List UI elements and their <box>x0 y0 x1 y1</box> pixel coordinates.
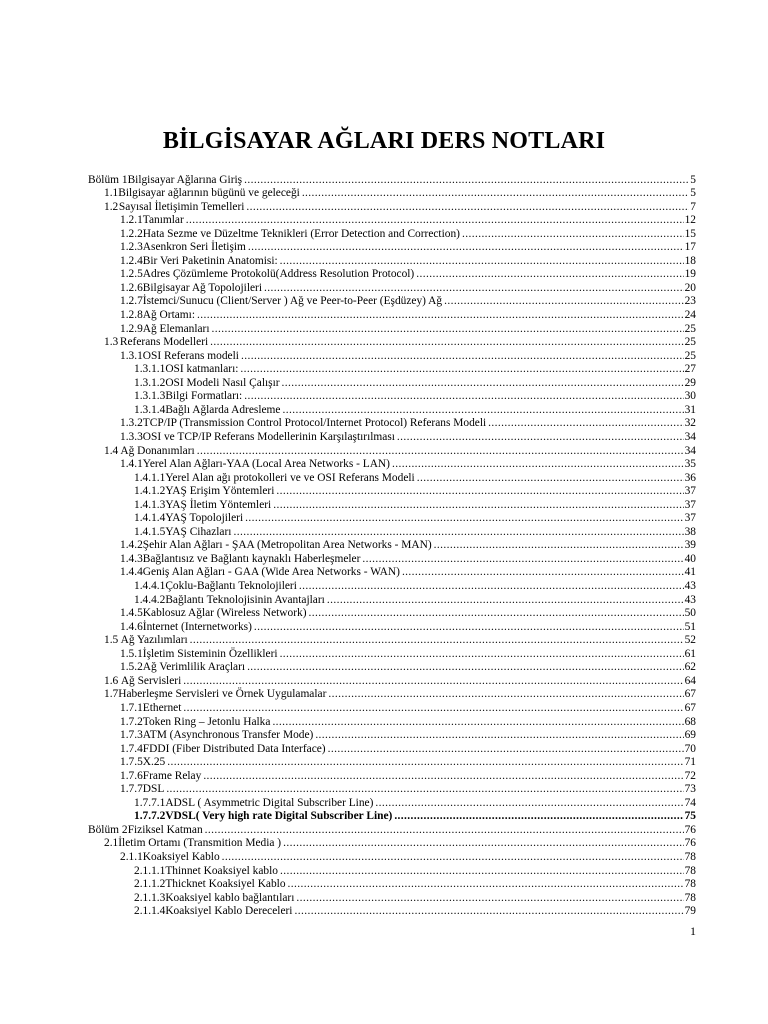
toc-entry-page: 38 <box>684 525 696 538</box>
toc-leader-dots <box>328 688 683 701</box>
toc-entry-page: 32 <box>684 417 696 430</box>
toc-entry-page: 18 <box>684 254 696 267</box>
toc-entry[interactable] <box>104 674 696 688</box>
toc-entry-label: Şehir Alan Ağları - ŞAA (Metropolitan Area Networks - MAN) <box>142 539 432 552</box>
toc-entry-number: 1.7.4 <box>120 742 143 755</box>
toc-entry-label: Bağlı Ağlarda Adresleme <box>165 403 281 416</box>
toc-entry-number: 2.1.1.1 <box>134 864 166 877</box>
toc-entry-number: 1.2.9 <box>120 322 143 335</box>
toc-entry[interactable] <box>120 227 696 241</box>
toc-entry-page: 19 <box>684 268 696 281</box>
toc-entry[interactable] <box>134 512 696 526</box>
toc-entry[interactable] <box>120 566 696 580</box>
toc-leader-dots <box>392 458 684 471</box>
toc-entry-page: 30 <box>684 390 696 403</box>
toc-leader-dots <box>244 390 683 403</box>
toc-entry-page: 17 <box>684 241 696 254</box>
toc-entry-number: 1.4.1 <box>120 458 143 471</box>
toc-leader-dots <box>241 350 684 363</box>
toc-entry-page: 76 <box>684 837 696 850</box>
toc-entry-number: 1.2.5 <box>120 268 143 281</box>
toc-entry-page: 37 <box>684 485 696 498</box>
toc-entry[interactable] <box>120 661 696 675</box>
toc-entry-number: 1.2.7 <box>120 295 143 308</box>
toc-entry-page: 67 <box>684 701 696 714</box>
document-title: BİLGİSAYAR AĞLARI DERS NOTLARI <box>162 128 606 154</box>
toc-entry-page: 72 <box>684 769 696 782</box>
toc-entry[interactable] <box>134 810 696 824</box>
toc-entry-number: 1.3 <box>104 336 119 349</box>
toc-entry-page: 62 <box>684 661 696 674</box>
toc-entry-number: 1.7.5 <box>120 756 143 769</box>
toc-entry-number: 1.3.1 <box>120 349 143 362</box>
toc-entry-number: 1.4.4.1 <box>134 580 166 592</box>
toc-entry-page: 36 <box>684 471 696 484</box>
toc-entry-label: Yerel Alan ağı protokolleri ve ve OSI Referans Modeli <box>165 471 415 484</box>
toc-entry-number: 1.3.1.1 <box>134 363 166 376</box>
toc-entry[interactable] <box>134 485 696 499</box>
toc-entry[interactable] <box>134 363 696 377</box>
toc-entry[interactable] <box>120 647 696 661</box>
toc-entry-number: 1.1 <box>104 187 119 200</box>
toc-entry-label: İşletim Sisteminin Özellikleri <box>142 647 278 660</box>
toc-entry-number: 1.2.6 <box>120 281 143 294</box>
toc-leader-dots <box>294 905 683 918</box>
toc-entry-page: 43 <box>684 593 696 606</box>
toc-entry-number: 1.3.1.4 <box>134 403 166 416</box>
toc-entry-number: 1.3.3 <box>120 430 143 443</box>
toc-leader-dots <box>264 282 684 295</box>
toc-entry-number: Bölüm 2 <box>88 823 128 836</box>
toc-entry[interactable] <box>120 295 696 309</box>
toc-entry[interactable] <box>104 187 696 201</box>
toc-leader-dots <box>166 783 683 796</box>
toc-leader-dots <box>302 187 689 200</box>
toc-leader-dots <box>248 241 684 254</box>
toc-entry-number: 1.5.1 <box>120 647 143 660</box>
toc-entry-number: 1.2.1 <box>120 214 143 227</box>
toc-entry[interactable] <box>120 756 696 770</box>
toc-entry[interactable] <box>120 214 696 228</box>
toc-entry-number: 1.4.1.4 <box>134 512 166 525</box>
toc-entry[interactable] <box>134 376 696 390</box>
toc-entry-label: OSI katmanları: <box>165 363 239 376</box>
toc-entry-label: OSI ve TCP/IP Referans Modellerinin Karşılaştırılması <box>142 430 395 443</box>
toc-entry-label: YAŞ Erişim Yöntemleri <box>165 485 275 498</box>
toc-entry-page: 7 <box>690 200 696 213</box>
toc-entry-number: 1.7.7 <box>120 783 143 796</box>
toc-entry-number: 1.4.1.3 <box>134 498 166 511</box>
toc-leader-dots <box>276 485 683 498</box>
toc-leader-dots <box>205 824 684 837</box>
toc-entry[interactable] <box>104 200 696 214</box>
toc-entry[interactable] <box>120 417 696 431</box>
toc-entry[interactable] <box>120 701 696 715</box>
toc-entry[interactable] <box>120 309 696 323</box>
toc-entry-label: Ağ Servisleri <box>120 674 182 687</box>
toc-entry-label: Sayısal İletişimin Temelleri <box>118 200 245 213</box>
toc-entry-page: 31 <box>684 403 696 416</box>
toc-entry-page: 67 <box>684 688 696 701</box>
toc-leader-dots <box>375 797 683 810</box>
toc-entry-page: 25 <box>684 336 696 349</box>
toc-entry[interactable] <box>120 851 696 865</box>
toc-entry-label: Ağ Donanımları <box>120 444 195 457</box>
toc-entry[interactable] <box>120 742 696 756</box>
toc-entry-number: 1.5.2 <box>120 661 143 674</box>
toc-entry[interactable] <box>134 878 696 892</box>
toc-entry-number: 1.2.3 <box>120 241 143 254</box>
toc-entry-label: ATM (Asynchronous Transfer Mode) <box>142 729 314 742</box>
toc-entry[interactable] <box>120 254 696 268</box>
toc-entry[interactable] <box>120 607 696 621</box>
toc-entry[interactable] <box>134 593 696 607</box>
toc-leader-dots <box>210 336 683 349</box>
toc-entry[interactable] <box>120 783 696 797</box>
toc-entry-page: 20 <box>684 281 696 294</box>
toc-entry-label: Frame Relay <box>142 769 202 782</box>
toc-entry[interactable] <box>120 552 696 566</box>
toc-leader-dots <box>434 539 684 552</box>
toc-entry-page: 37 <box>684 512 696 525</box>
toc-entry-page: 27 <box>684 363 696 376</box>
toc-entry-page: 5 <box>690 187 696 200</box>
toc-entry-number: 2.1.1.4 <box>134 905 166 918</box>
toc-entry-page: 23 <box>684 295 696 308</box>
toc-entry-label: Thicknet Koaksiyel Kablo <box>165 878 286 891</box>
toc-entry-label: VDSL( Very high rate Digital Subscriber Line) <box>165 810 393 823</box>
toc-entry-number: 1.4.2 <box>120 539 143 552</box>
toc-entry-page: 51 <box>684 620 696 633</box>
toc-entry-number: 1.4.1.1 <box>134 471 166 484</box>
toc-entry-number: Bölüm 1 <box>88 173 128 186</box>
toc-leader-dots <box>167 756 683 769</box>
toc-leader-dots <box>212 323 684 336</box>
page-number: 1 <box>690 924 696 938</box>
toc-entry[interactable] <box>104 444 696 458</box>
toc-entry-label: Geniş Alan Ağları - GAA (Wide Area Networks - WAN) <box>142 566 400 579</box>
toc-entry-label: Ağ Elemanları <box>142 322 210 335</box>
toc-entry[interactable] <box>120 281 696 295</box>
toc-leader-dots <box>222 851 684 864</box>
toc-leader-dots <box>282 377 684 390</box>
toc-entry-page: 75 <box>684 810 696 823</box>
toc-entry-page: 50 <box>684 607 696 620</box>
toc-entry-page: 15 <box>684 227 696 240</box>
toc-entry-number: 1.7.3 <box>120 729 143 742</box>
toc-entry[interactable] <box>120 539 696 553</box>
toc-entry-label: Koaksiyel Kablo <box>142 851 220 863</box>
toc-leader-dots <box>299 580 684 593</box>
toc-entry[interactable] <box>134 471 696 485</box>
toc-entry-number: 1.7.7.1 <box>134 796 166 809</box>
toc-entry-label: Referans Modelleri <box>119 336 209 349</box>
toc-entry[interactable] <box>120 729 696 743</box>
toc-entry-number: 1.2.2 <box>120 227 143 240</box>
toc-entry-label: Haberleşme Servisleri ve Örnek Uygulamalar <box>118 688 327 701</box>
toc-leader-dots <box>327 594 684 607</box>
toc-entry[interactable] <box>104 634 696 648</box>
toc-entry-number: 2.1.1 <box>120 851 143 863</box>
toc-entry[interactable] <box>134 390 696 404</box>
toc-leader-dots <box>186 214 684 227</box>
toc-entry-page: 61 <box>684 647 696 660</box>
toc-leader-dots <box>402 566 684 579</box>
toc-entry[interactable] <box>120 268 696 282</box>
toc-entry[interactable] <box>104 688 696 702</box>
toc-leader-dots <box>296 892 683 905</box>
toc-entry-label: Fiziksel Katman <box>127 823 203 836</box>
toc-leader-dots <box>197 445 684 458</box>
toc-entry-number: 2.1.1.2 <box>134 878 166 891</box>
toc-entry-page: 41 <box>684 566 696 579</box>
toc-entry-label: Koaksiyel Kablo Dereceleri <box>165 905 293 918</box>
toc-entry-page: 78 <box>684 864 696 877</box>
toc-entry-page: 34 <box>684 430 696 443</box>
toc-entry-label: OSI Modeli Nasıl Çalışır <box>165 376 280 389</box>
toc-entry-number: 1.6 <box>104 674 119 687</box>
toc-entry-label: YAŞ Cihazları <box>165 525 232 538</box>
toc-leader-dots <box>280 648 684 661</box>
toc-leader-dots <box>488 417 683 430</box>
toc-entry-page: 69 <box>684 729 696 742</box>
toc-entry[interactable] <box>134 580 696 594</box>
toc-entry[interactable] <box>104 837 696 851</box>
toc-entry-page: 73 <box>684 783 696 796</box>
toc-entry-page: 64 <box>684 674 696 687</box>
toc-leader-dots <box>272 716 683 729</box>
toc-entry[interactable] <box>120 458 696 472</box>
toc-entry-page: 25 <box>684 322 696 335</box>
toc-leader-dots <box>197 309 684 322</box>
toc-entry-number: 1.3.1.3 <box>134 390 166 403</box>
toc-entry-label: X.25 <box>142 756 166 769</box>
toc-leader-dots <box>397 431 684 444</box>
toc-entry-page: 78 <box>684 891 696 904</box>
toc-leader-dots <box>283 837 684 850</box>
toc-entry-page: 71 <box>684 756 696 769</box>
toc-entry-label: Bir Veri Paketinin Anatomisi: <box>142 254 278 267</box>
toc-leader-dots <box>247 661 684 674</box>
toc-entry[interactable] <box>134 796 696 810</box>
toc-entry-number: 1.2 <box>104 200 119 213</box>
toc-entry-number: 1.7.2 <box>120 715 143 728</box>
toc-entry-number: 1.3.1.2 <box>134 376 166 389</box>
toc-leader-dots <box>183 702 683 715</box>
toc-entry-label: Tanımlar <box>142 214 184 227</box>
toc-leader-dots <box>273 499 683 512</box>
toc-entry-label: Yerel Alan Ağları-YAA (Local Area Networks - LAN) <box>142 458 390 471</box>
toc-entry-label: YAŞ İletim Yöntemleri <box>165 498 272 511</box>
toc-entry-label: Bağlantısız ve Bağlantı kaynaklı Haberleşmeler <box>142 552 361 565</box>
toc-entry-number: 1.4.5 <box>120 607 143 620</box>
toc-entry-page: 68 <box>684 715 696 728</box>
toc-entry-label: Ağ Verimlilik Araçları <box>142 661 246 674</box>
toc-entry-label: Bilgisayar ağlarının bügünü ve geleceği <box>118 187 300 200</box>
toc-entry[interactable] <box>88 173 696 187</box>
toc-entry-label: Token Ring – Jetonlu Halka <box>142 715 271 728</box>
toc-entry-label: Asenkron Seri İletişim <box>142 241 246 254</box>
toc-entry-page: 78 <box>684 851 696 863</box>
toc-leader-dots <box>280 255 684 268</box>
toc-leader-dots <box>282 404 683 417</box>
toc-leader-dots <box>240 363 683 376</box>
toc-leader-dots <box>416 268 683 281</box>
toc-entry-label: Ağ Ortamı: <box>142 309 195 321</box>
toc-entry-label: YAŞ Topolojileri <box>165 512 244 525</box>
toc-entry-number: 1.4.4.2 <box>134 593 166 606</box>
toc-leader-dots <box>394 810 683 823</box>
toc-entry-label: Ağ Yazılımları <box>120 634 188 647</box>
toc-leader-dots <box>190 634 684 647</box>
toc-entry-label: DSL <box>142 783 165 796</box>
toc-entry-page: 12 <box>684 214 696 227</box>
toc-entry-page: 40 <box>684 552 696 565</box>
toc-leader-dots <box>288 878 684 891</box>
toc-entry-page: 78 <box>684 878 696 891</box>
toc-entry-label: İletim Ortamı (Transmition Media ) <box>118 837 282 850</box>
toc-leader-dots <box>462 228 684 241</box>
toc-leader-dots <box>328 743 684 756</box>
toc-entry-label: Thinnet Koaksiyel kablo <box>165 864 278 877</box>
toc-leader-dots <box>233 526 683 539</box>
toc-entry[interactable] <box>120 620 696 634</box>
toc-entry-page: 35 <box>684 458 696 471</box>
toc-entry-page: 74 <box>684 796 696 809</box>
toc-entry-label: Bilgi Formatları: <box>165 390 243 403</box>
toc-entry[interactable] <box>134 891 696 905</box>
toc-entry-label: Adres Çözümleme Protokolü(Address Resolution Protocol) <box>142 268 415 281</box>
toc-entry[interactable] <box>88 823 696 837</box>
toc-entry[interactable] <box>134 905 696 919</box>
toc-entry-label: Çoklu-Bağlantı Teknolojileri <box>165 580 297 592</box>
toc-entry-page: 29 <box>684 376 696 389</box>
toc-entry-page: 52 <box>684 634 696 647</box>
toc-entry-label: Kablosuz Ağlar (Wireless Network) <box>142 607 307 620</box>
toc-entry-label: Koaksiyel kablo bağlantıları <box>165 891 295 904</box>
toc-leader-dots <box>203 770 683 783</box>
toc-leader-dots <box>417 472 684 485</box>
toc-entry-page: 79 <box>684 905 696 918</box>
toc-leader-dots <box>309 607 684 620</box>
toc-entry-number: 1.4 <box>104 444 119 457</box>
toc-entry[interactable] <box>104 336 696 350</box>
toc-entry-number: 1.3.2 <box>120 417 143 430</box>
toc-entry[interactable] <box>134 403 696 417</box>
toc-leader-dots <box>183 675 683 688</box>
toc-entry-page: 70 <box>684 742 696 755</box>
toc-entry-page: 37 <box>684 498 696 511</box>
toc-entry[interactable] <box>134 498 696 512</box>
toc-entry-number: 1.4.1.5 <box>134 525 166 538</box>
toc-entry-page: 34 <box>684 444 696 457</box>
toc-entry[interactable] <box>120 715 696 729</box>
toc-entry[interactable] <box>120 322 696 336</box>
toc-entry-label: FDDI (Fiber Distributed Data Interface) <box>142 742 326 755</box>
toc-entry-label: ADSL ( Asymmetric Digital Subscriber Line) <box>165 796 374 809</box>
toc-entry-page: 25 <box>684 349 696 362</box>
toc-entry-page: 39 <box>684 539 696 552</box>
toc-leader-dots <box>444 295 684 308</box>
toc-entry-number: 1.5 <box>104 634 119 647</box>
toc-leader-dots <box>280 865 684 878</box>
toc-entry-label: Ethernet <box>142 701 182 714</box>
toc-entry-page: 24 <box>684 309 696 321</box>
toc-entry-number: 1.2.8 <box>120 309 143 321</box>
toc-entry-label: Bilgisayar Ağlarına Giriş <box>127 173 243 186</box>
toc-entry-number: 1.7 <box>104 688 119 701</box>
toc-entry[interactable] <box>120 241 696 255</box>
toc-entry-label: İstemci/Sunucu (Client/Server ) Ağ ve Peer-to-Peer (Eşdüzey) Ağ <box>142 295 443 308</box>
toc-entry[interactable] <box>120 769 696 783</box>
toc-entry-label: OSI Referans modeli <box>142 349 239 362</box>
toc-leader-dots <box>254 621 684 634</box>
toc-entry-page: 5 <box>690 173 696 186</box>
toc-entry-number: 2.1 <box>104 837 119 850</box>
toc-entry-number: 1.4.1.2 <box>134 485 166 498</box>
toc-entry-label: TCP/IP (Transmission Control Protocol/Internet Protocol) Referans Modeli <box>142 417 487 430</box>
toc-entry[interactable] <box>120 349 696 363</box>
toc-entry-number: 1.4.4 <box>120 566 143 579</box>
toc-entry-page: 43 <box>684 580 696 592</box>
toc-entry-number: 1.7.7.2 <box>134 810 166 823</box>
toc-entry[interactable] <box>134 864 696 878</box>
toc-entry-number: 1.7.1 <box>120 701 143 714</box>
toc-entry-label: Bilgisayar Ağ Topolojileri <box>142 281 262 294</box>
toc-leader-dots <box>315 729 683 742</box>
toc-leader-dots <box>246 201 689 214</box>
toc-leader-dots <box>245 512 684 525</box>
toc-entry-number: 2.1.1.3 <box>134 891 166 904</box>
toc-entry-page: 76 <box>684 823 696 836</box>
toc-entry-number: 1.4.3 <box>120 552 143 565</box>
toc-entry[interactable] <box>134 525 696 539</box>
toc-leader-dots <box>244 174 689 187</box>
toc-entry-label: Bağlantı Teknolojisinin Avantajları <box>165 593 325 606</box>
toc-entry[interactable] <box>120 430 696 444</box>
toc-entry-label: İnternet (Internetworks) <box>142 620 252 633</box>
toc-entry-number: 1.2.4 <box>120 254 143 267</box>
toc-entry-number: 1.7.6 <box>120 769 143 782</box>
toc-leader-dots <box>362 553 683 566</box>
toc-entry-number: 1.4.6 <box>120 620 143 633</box>
toc-entry-label: Hata Sezme ve Düzeltme Teknikleri (Error Detection and Correction) <box>142 227 460 240</box>
